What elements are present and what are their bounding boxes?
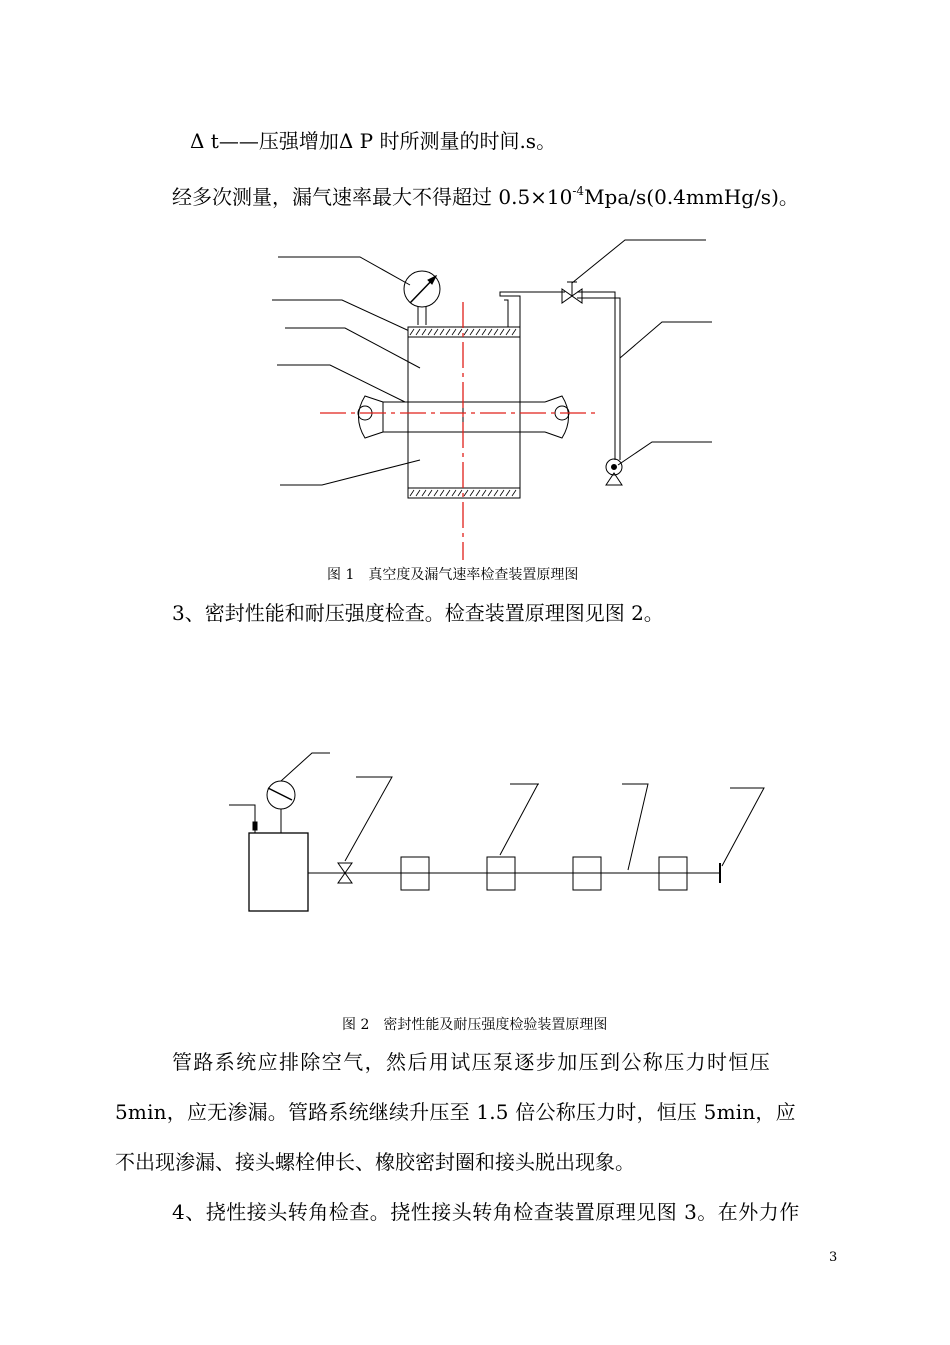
paragraph-line-2: 5min，应无渗漏。管路系统继续升压至 1.5 倍公称压力时，恒压 5min，应 <box>115 1100 796 1124</box>
fig2-leader-valve <box>345 777 392 861</box>
leak-rate-text: 经多次测量，漏气速率最大不得超过 0.5×10 <box>172 185 573 209</box>
text-item-4: 4、挠性接头转角检查。挠性接头转角检查装置原理见图 3。在外力作 <box>172 1200 800 1224</box>
paragraph-line-1: 管路系统应排除空气，然后用试压泵逐步加压到公称压力时恒压 <box>172 1050 772 1074</box>
fig2-leader-gauge <box>281 753 330 781</box>
fig2-leader-specimen <box>500 784 539 855</box>
text-item-3: 3、密封性能和耐压强度检查。检查装置原理图见图 2。 <box>172 601 664 625</box>
fig2-leader-end <box>722 788 764 866</box>
fig2-leader-inlet <box>229 805 255 833</box>
paragraph-line-3: 不出现渗漏、接头螺栓伸长、橡胶密封圈和接头脱出现象。 <box>115 1150 635 1174</box>
fig2-valve-icon <box>338 863 352 873</box>
fig2-tank <box>249 833 308 911</box>
figure-1-caption: 图 1 真空度及漏气速率检查装置原理图 <box>327 567 579 583</box>
leak-rate-exponent: -4 <box>572 184 585 198</box>
figure-2-caption: 图 2 密封性能及耐压强度检验装置原理图 <box>342 1017 608 1033</box>
leak-rate-unit: Mpa/s(0.4mmHg/s)。 <box>584 185 799 209</box>
page-number: 3 <box>829 1250 838 1265</box>
fig2-leader-joint <box>622 784 648 870</box>
text-line-delta-t: Δ t——压强增加Δ P 时所测量的时间.s。 <box>190 129 557 153</box>
